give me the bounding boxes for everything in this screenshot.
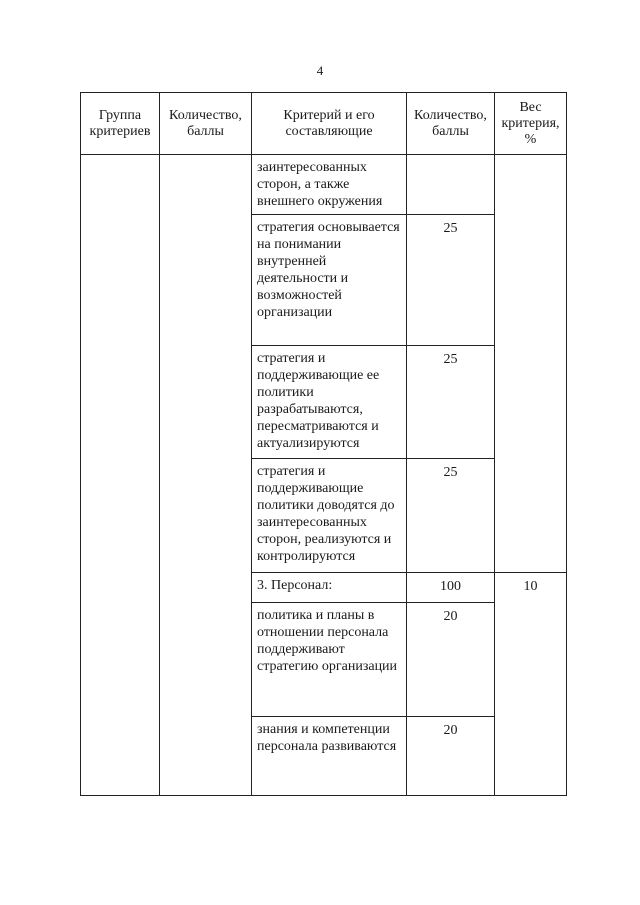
weight-cell: 10 [495,573,567,796]
criteria-table [80,92,567,796]
criterion-cell: стратегия основывается на понимании внутренней деятельности и возможностей организации [252,215,407,346]
weight-cell [495,155,567,573]
criterion-cell: знания и компетенции персонала развиваются [252,717,407,796]
points-cell: 20 [407,717,495,796]
points-cell: 100 [407,573,495,603]
points-cell: 25 [407,346,495,459]
table-header-row [81,93,567,155]
header-points: Количество, баллы [407,93,495,155]
header-quantity: Количество, баллы [160,93,252,155]
points-cell: 25 [407,215,495,346]
header-weight: Вес критерия, % [495,93,567,155]
table-row [81,155,567,215]
points-cell: 20 [407,603,495,717]
points-cell: 25 [407,459,495,573]
quantity-cell [160,155,252,796]
criterion-cell: политика и планы в отношении персонала поддерживают стратегию организации [252,603,407,717]
criterion-cell: стратегия и поддерживающие ее политики разрабатываются, пересматриваются и актуализируются [252,346,407,459]
header-criterion: Критерий и его составляющие [252,93,407,155]
points-cell [407,155,495,215]
criterion-cell: заинтересованных сторон, а также внешнего окружения [252,155,407,215]
criterion-cell: стратегия и поддерживающие политики доводятся до заинтересованных сторон, реализуются и контролируются [252,459,407,573]
header-group: Группа критериев [81,93,160,155]
page-number: 4 [316,63,324,78]
group-cell [81,155,160,796]
criterion-cell: 3. Персонал: [252,573,407,603]
